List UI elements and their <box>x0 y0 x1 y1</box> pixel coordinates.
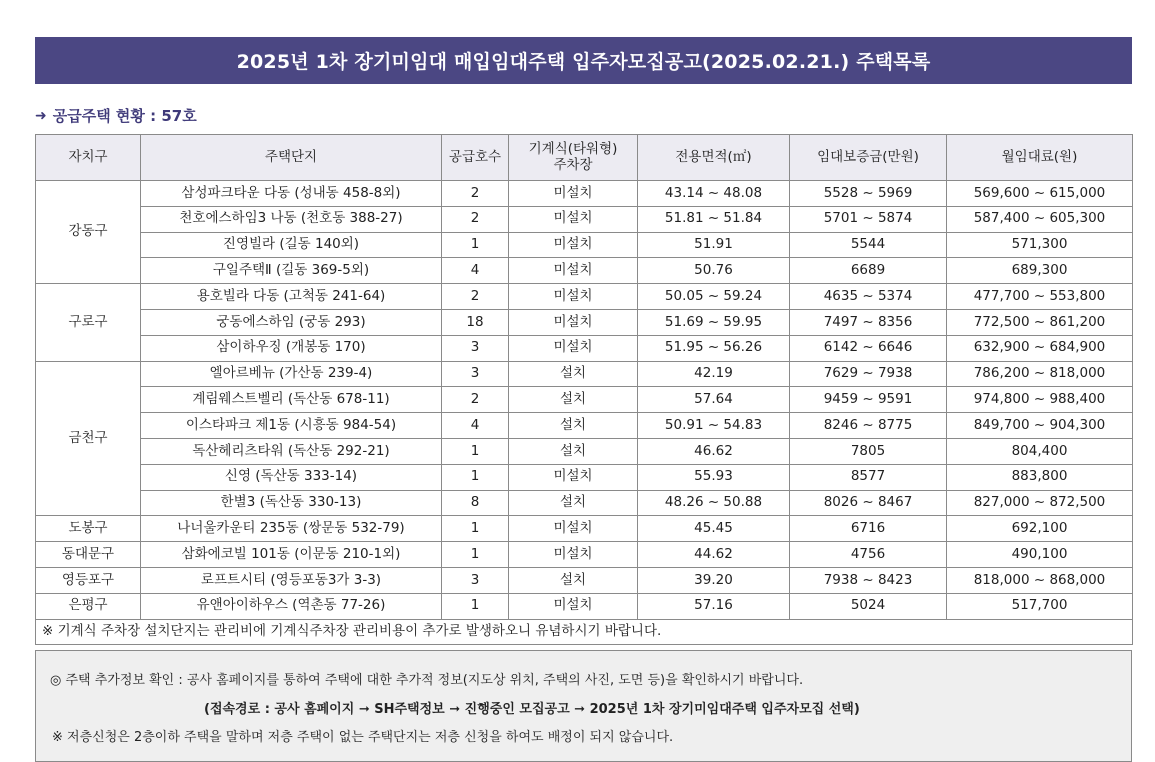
units-cell: 2 <box>442 387 509 413</box>
table-row <box>36 567 1133 593</box>
units-cell: 1 <box>442 438 509 464</box>
table-row <box>36 542 1133 568</box>
district-cell: 은평구 <box>36 593 141 619</box>
rent-cell: 517,700 <box>947 593 1133 619</box>
complex-cell: 독산헤리츠타워 (독산동 292-21) <box>141 438 442 464</box>
deposit-cell: 8026 ~ 8467 <box>790 490 947 516</box>
area-cell: 43.14 ~ 48.08 <box>638 181 790 207</box>
parking-cell: 미설치 <box>509 464 638 490</box>
area-cell: 45.45 <box>638 516 790 542</box>
rent-cell: 804,400 <box>947 438 1133 464</box>
table-note: ※ 기계식 주차장 설치단지는 관리비에 기계식주차장 관리비용이 추가로 발생하오니 유념하시기 바랍니다. <box>36 619 1133 645</box>
units-cell: 1 <box>442 232 509 258</box>
complex-cell: 진영빌라 (길동 140외) <box>141 232 442 258</box>
rent-cell: 818,000 ~ 868,000 <box>947 567 1133 593</box>
complex-cell: 삼화에코빌 101동 (이문동 210-1외) <box>141 542 442 568</box>
district-cell: 영등포구 <box>36 567 141 593</box>
complex-cell: 삼이하우징 (개봉동 170) <box>141 335 442 361</box>
info-note: ※ 저층신청은 2층이하 주택을 말하며 저층 주택이 없는 주택단지는 저층 신청을 하여도 배정이 되지 않습니다. <box>52 730 674 745</box>
complex-cell: 용호빌라 다동 (고척동 241-64) <box>141 284 442 310</box>
table-row <box>36 284 1133 310</box>
rent-cell: 974,800 ~ 988,400 <box>947 387 1133 413</box>
area-cell: 44.62 <box>638 542 790 568</box>
table-row <box>36 206 1133 232</box>
deposit-cell: 6716 <box>790 516 947 542</box>
units-cell: 1 <box>442 516 509 542</box>
parking-cell: 미설치 <box>509 593 638 619</box>
area-cell: 51.81 ~ 51.84 <box>638 206 790 232</box>
units-cell: 4 <box>442 413 509 439</box>
area-cell: 39.20 <box>638 567 790 593</box>
complex-cell: 궁동에스하임 (궁동 293) <box>141 309 442 335</box>
parking-cell: 설치 <box>509 438 638 464</box>
complex-cell: 구일주택Ⅱ (길동 369-5외) <box>141 258 442 284</box>
deposit-cell: 5528 ~ 5969 <box>790 181 947 207</box>
complex-cell: 유앤아이하우스 (역촌동 77-26) <box>141 593 442 619</box>
deposit-cell: 7805 <box>790 438 947 464</box>
complex-cell: 엘아르베뉴 (가산동 239-4) <box>141 361 442 387</box>
units-cell: 2 <box>442 284 509 310</box>
parking-cell: 설치 <box>509 361 638 387</box>
parking-cell: 설치 <box>509 490 638 516</box>
housing-list-table <box>35 134 1133 645</box>
complex-cell: 신영 (독산동 333-14) <box>141 464 442 490</box>
parking-cell: 미설치 <box>509 516 638 542</box>
deposit-cell: 8246 ~ 8775 <box>790 413 947 439</box>
units-cell: 1 <box>442 464 509 490</box>
units-cell: 2 <box>442 181 509 207</box>
district-cell: 강동구 <box>36 181 141 284</box>
table-row <box>36 387 1133 413</box>
district-cell: 구로구 <box>36 284 141 361</box>
units-cell: 18 <box>442 309 509 335</box>
header-complex: 주택단지 <box>141 135 442 181</box>
table-row <box>36 309 1133 335</box>
complex-cell: 계림웨스트벨리 (독산동 678-11) <box>141 387 442 413</box>
rent-cell: 772,500 ~ 861,200 <box>947 309 1133 335</box>
area-cell: 57.64 <box>638 387 790 413</box>
deposit-cell: 6689 <box>790 258 947 284</box>
units-cell: 1 <box>442 593 509 619</box>
rent-cell: 849,700 ~ 904,300 <box>947 413 1133 439</box>
district-cell: 금천구 <box>36 361 141 516</box>
area-cell: 51.91 <box>638 232 790 258</box>
units-cell: 3 <box>442 361 509 387</box>
rent-cell: 632,900 ~ 684,900 <box>947 335 1133 361</box>
area-cell: 51.69 ~ 59.95 <box>638 309 790 335</box>
area-cell: 50.05 ~ 59.24 <box>638 284 790 310</box>
parking-cell: 미설치 <box>509 232 638 258</box>
complex-cell: 한별3 (독산동 330-13) <box>141 490 442 516</box>
district-cell: 동대문구 <box>36 542 141 568</box>
table-row <box>36 593 1133 619</box>
area-cell: 42.19 <box>638 361 790 387</box>
rent-cell: 569,600 ~ 615,000 <box>947 181 1133 207</box>
deposit-cell: 7629 ~ 7938 <box>790 361 947 387</box>
area-cell: 46.62 <box>638 438 790 464</box>
table-row <box>36 361 1133 387</box>
table-row <box>36 413 1133 439</box>
units-cell: 1 <box>442 542 509 568</box>
table-body <box>36 181 1133 645</box>
parking-cell: 설치 <box>509 387 638 413</box>
deposit-cell: 7497 ~ 8356 <box>790 309 947 335</box>
table-row <box>36 464 1133 490</box>
parking-cell: 설치 <box>509 413 638 439</box>
complex-cell: 나너울카운티 235동 (쌍문동 532-79) <box>141 516 442 542</box>
table-row <box>36 438 1133 464</box>
complex-cell: 이스타파크 제1동 (시흥동 984-54) <box>141 413 442 439</box>
units-cell: 3 <box>442 567 509 593</box>
deposit-cell: 4756 <box>790 542 947 568</box>
header-units: 공급호수 <box>442 135 509 181</box>
deposit-cell: 4635 ~ 5374 <box>790 284 947 310</box>
parking-cell: 미설치 <box>509 335 638 361</box>
deposit-cell: 8577 <box>790 464 947 490</box>
rent-cell: 571,300 <box>947 232 1133 258</box>
district-cell: 도봉구 <box>36 516 141 542</box>
rent-cell: 827,000 ~ 872,500 <box>947 490 1133 516</box>
header-rent: 월임대료(원) <box>947 135 1133 181</box>
complex-cell: 로프트시티 (영등포동3가 3-3) <box>141 567 442 593</box>
page-title-banner <box>35 37 1132 84</box>
arrow-right-icon: ➜ <box>35 107 47 124</box>
deposit-cell: 6142 ~ 6646 <box>790 335 947 361</box>
supply-status <box>35 105 197 126</box>
parking-cell: 미설치 <box>509 309 638 335</box>
header-parking: 기계식(타워형) 주차장 <box>509 135 638 181</box>
units-cell: 4 <box>442 258 509 284</box>
deposit-cell: 5544 <box>790 232 947 258</box>
deposit-cell: 9459 ~ 9591 <box>790 387 947 413</box>
rent-cell: 689,300 <box>947 258 1133 284</box>
table-row <box>36 516 1133 542</box>
area-cell: 48.26 ~ 50.88 <box>638 490 790 516</box>
units-cell: 3 <box>442 335 509 361</box>
area-cell: 57.16 <box>638 593 790 619</box>
info-line: ◎ 주택 추가정보 확인 : 공사 홈페이지를 통하여 주택에 대한 추가적 정보(지도상 위치, 주택의 사진, 도면 등)을 확인하시기 바랍니다. <box>50 673 804 688</box>
table-row <box>36 335 1133 361</box>
units-cell: 2 <box>442 206 509 232</box>
header-deposit: 임대보증금(만원) <box>790 135 947 181</box>
deposit-cell: 5701 ~ 5874 <box>790 206 947 232</box>
area-cell: 50.76 <box>638 258 790 284</box>
header-area: 전용면적(㎡) <box>638 135 790 181</box>
parking-cell: 설치 <box>509 567 638 593</box>
parking-cell: 미설치 <box>509 284 638 310</box>
access-path: (접속경로 : 공사 홈페이지 ➞ SH주택정보 ➞ 진행중인 모집공고 ➞ 2025년 1차 장기미임대주택 입주자모집 선택) <box>204 702 860 717</box>
units-cell: 8 <box>442 490 509 516</box>
parking-cell: 미설치 <box>509 206 638 232</box>
header-district: 자치구 <box>36 135 141 181</box>
area-cell: 50.91 ~ 54.83 <box>638 413 790 439</box>
deposit-cell: 5024 <box>790 593 947 619</box>
parking-cell: 미설치 <box>509 542 638 568</box>
rent-cell: 883,800 <box>947 464 1133 490</box>
table-header-row <box>36 135 1133 181</box>
rent-cell: 786,200 ~ 818,000 <box>947 361 1133 387</box>
supply-status-label: 공급주택 현황 : 57호 <box>52 107 197 125</box>
table-row <box>36 181 1133 207</box>
table-row <box>36 490 1133 516</box>
table-row <box>36 258 1133 284</box>
rent-cell: 490,100 <box>947 542 1133 568</box>
rent-cell: 587,400 ~ 605,300 <box>947 206 1133 232</box>
area-cell: 51.95 ~ 56.26 <box>638 335 790 361</box>
rent-cell: 477,700 ~ 553,800 <box>947 284 1133 310</box>
page-title: 2025년 1차 장기미임대 매입임대주택 입주자모집공고(2025.02.21.) 주택목록 <box>236 51 931 73</box>
area-cell: 55.93 <box>638 464 790 490</box>
deposit-cell: 7938 ~ 8423 <box>790 567 947 593</box>
rent-cell: 692,100 <box>947 516 1133 542</box>
parking-cell: 미설치 <box>509 181 638 207</box>
complex-cell: 천호에스하임3 나동 (천호동 388-27) <box>141 206 442 232</box>
parking-cell: 미설치 <box>509 258 638 284</box>
table-note-row <box>36 619 1133 645</box>
complex-cell: 삼성파크타운 다동 (성내동 458-8외) <box>141 181 442 207</box>
additional-info-box <box>35 650 1132 762</box>
table-row <box>36 232 1133 258</box>
